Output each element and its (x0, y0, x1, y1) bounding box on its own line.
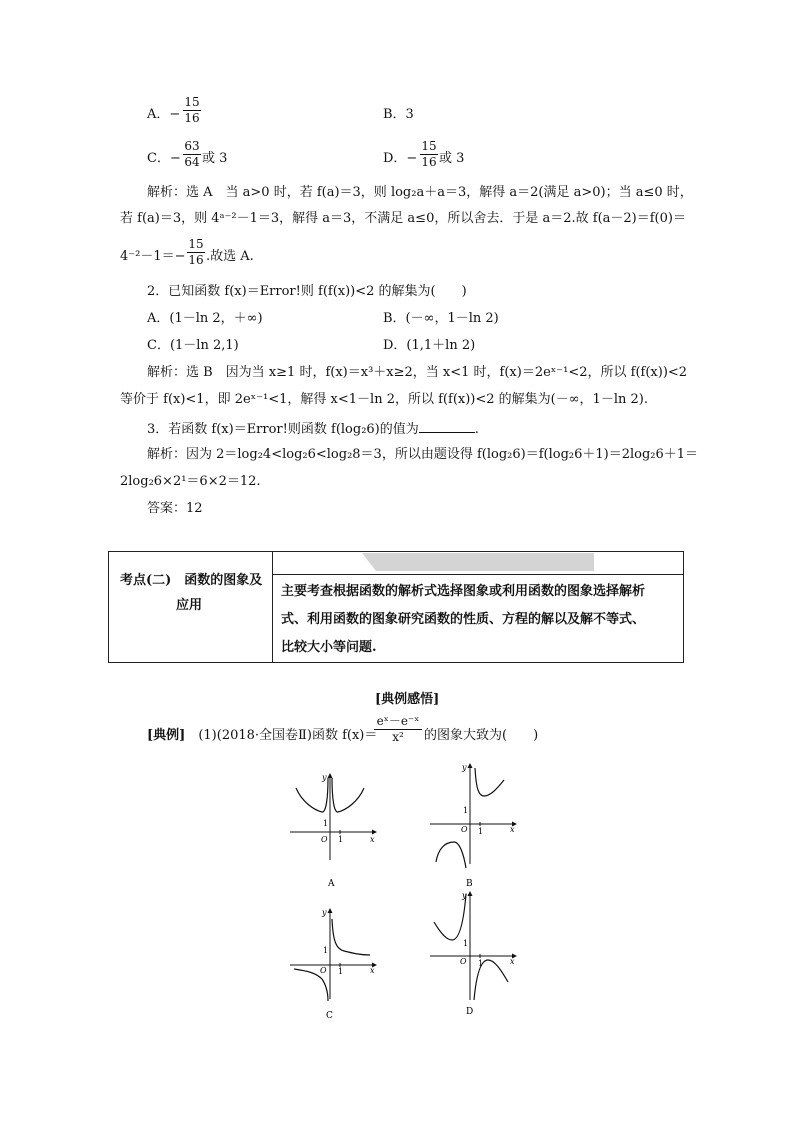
q1-option-d-suffix: 或 3 (439, 151, 465, 166)
q3-stem: 3．若函数 f(x)＝Error!则函数 f(log₂6)的值为 . (147, 422, 479, 437)
q3-solution-line2: 2log₂6×2¹＝6×2＝12. (120, 474, 261, 489)
graph-d-x-one: 1 (478, 959, 484, 968)
graph-d (428, 888, 524, 1018)
graph-c-origin: O (320, 966, 327, 975)
graph-a (288, 768, 384, 894)
graph-d-origin: O (460, 957, 467, 966)
graph-a-origin: O (321, 835, 328, 844)
q1-solution-line3-suffix: .故选 A. (206, 249, 254, 264)
q1-solution-line2: 若 f(a)＝3，则 4ᵃ⁻²－1＝3，解得 a＝3，不满足 a≤0，所以舍去．于是 a＝2.故 f(a－2)＝f(0)＝ (120, 211, 686, 226)
graph-b-origin: O (461, 825, 468, 834)
example-fraction: eˣ－e⁻ˣ x² (374, 715, 422, 744)
kaodian-banner (362, 553, 594, 571)
q1-option-c-fraction: 63 64 (184, 139, 200, 169)
q1-option-c-suffix: 或 3 (202, 151, 228, 166)
kaodian-title-line1: 考点(二) 函数的图象及 (120, 573, 263, 588)
graph-b-x-one: 1 (478, 827, 484, 836)
graph-d-y-label: y (462, 891, 467, 900)
graph-b-label: B (466, 879, 473, 889)
q2-stem: 2．已知函数 f(x)＝Error!则 f(f(x))<2 的解集为( ) (147, 284, 467, 299)
q2-solution-line2: 等价于 f(x)<1，即 2eˣ⁻¹<1，解得 x<1－ln 2，所以 f(f(x))<2 的解集为(－∞，1－ln 2). (120, 392, 648, 407)
q2-option-b: B．(－∞，1－ln 2) (383, 311, 499, 326)
q3-answer: 答案：12 (147, 501, 203, 516)
graph-b (428, 760, 524, 890)
q1-option-a-fraction: 15 16 (184, 95, 200, 125)
q2-option-c: C．(1－ln 2,1) (147, 338, 239, 353)
graph-c-y-one: 1 (323, 946, 329, 955)
kaodian-header-rule (272, 574, 684, 575)
graph-c (288, 905, 384, 1025)
graph-d-y-one: 1 (463, 939, 469, 948)
kaodian-desc-line2: 式、利用函数的图象研究函数的性质、方程的解以及解不等式、 (281, 612, 646, 627)
graph-b-y-label: y (462, 763, 467, 772)
graph-d-x-label: x (510, 957, 515, 966)
graph-a-y-one: 1 (323, 819, 329, 828)
q1-option-d: D．− (383, 151, 418, 166)
graph-b-y-one: 1 (463, 806, 469, 815)
q1-solution-line3: 4⁻²－1＝− (120, 249, 186, 264)
graph-d-label: D (466, 1007, 474, 1017)
graph-a-x-one: 1 (338, 835, 344, 844)
kaodian-desc-line1: 主要考查根据函数的解析式选择图象或利用函数的图象选择解析 (281, 584, 646, 599)
q1-option-d-fraction: 15 16 (421, 139, 437, 169)
kaodian-desc-line3: 比较大小等问题. (281, 640, 377, 655)
graph-c-x-one: 1 (338, 967, 344, 976)
q1-option-c: C．− (147, 151, 181, 166)
example-heading: [典例感悟] (375, 692, 440, 707)
graph-a-y-label: y (322, 773, 327, 782)
q1-option-a: A．− (147, 107, 181, 122)
graph-c-y-label: y (322, 908, 327, 917)
kaodian-title-line2: 应用 (176, 598, 203, 613)
example-stem: [典例] (1)(2018·全国卷Ⅱ)函数 f(x)＝ (147, 728, 378, 743)
q3-answer-blank (419, 420, 475, 433)
graph-a-label: A (328, 879, 335, 889)
q1-solution-fraction: 15 16 (188, 237, 204, 267)
q1-solution-line1: 解析：选 A 当 a>0 时，若 f(a)＝3，则 log₂a＋a＝3，解得 a＝2(满足 a>0)；当 a≤0 时， (147, 185, 693, 200)
q2-option-d: D．(1,1＋ln 2) (383, 338, 476, 353)
example-stem-suffix: 的图象大致为( ) (424, 728, 539, 743)
kaodian-divider (272, 551, 273, 663)
q2-option-a: A．(1－ln 2，＋∞) (147, 311, 263, 326)
q2-solution-line1: 解析：选 B 因为当 x≥1 时，f(x)＝x³＋x≥2，当 x<1 时，f(x)＝2eˣ⁻¹<2，所以 f(f(x))<2 (147, 365, 688, 380)
graph-b-x-label: x (510, 825, 515, 834)
graph-c-x-label: x (370, 966, 375, 975)
graph-a-x-label: x (370, 835, 375, 844)
q1-option-b: B．3 (383, 107, 414, 122)
q3-solution-line1: 解析：因为 2＝log₂4<log₂6<log₂8＝3，所以由题设得 f(log₂6)＝f(log₂6＋1)＝2log₂6＋1＝ (147, 447, 699, 462)
graph-c-label: C (326, 1011, 333, 1021)
